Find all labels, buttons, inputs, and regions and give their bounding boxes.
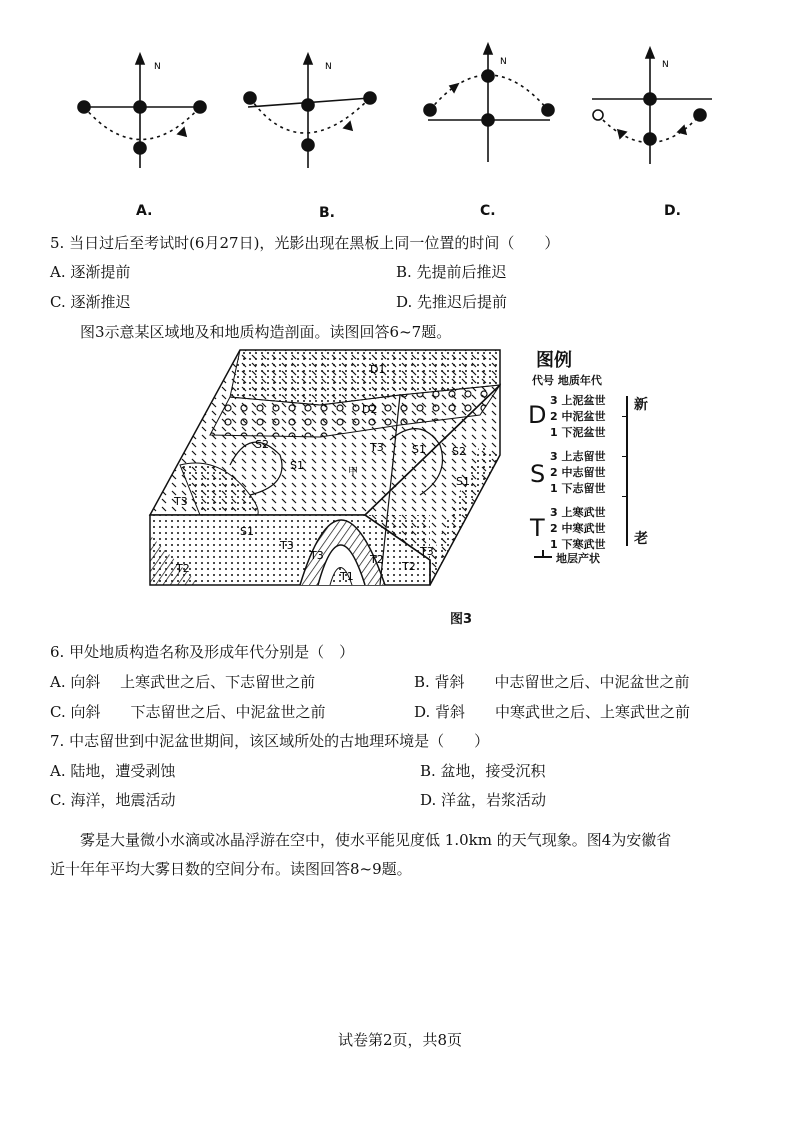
strike-dip-tick <box>542 550 544 558</box>
legend-s3: 3 上志留世 <box>550 450 606 463</box>
legend-d2: 2 中泥盆世 <box>550 410 606 423</box>
legend-boundary: 地层产状 <box>556 552 600 565</box>
label-s2-right: S2 <box>452 445 466 458</box>
north-label-b: N <box>325 62 332 72</box>
legend-t3: 3 上寒武世 <box>550 506 606 519</box>
label-s1-right: S1 <box>412 443 426 456</box>
north-label-a: N <box>154 62 161 72</box>
q6-option-d[interactable]: D. 背斜 中寒武世之后、上寒武世之前 <box>414 703 691 721</box>
q5-option-d[interactable]: D. 先推迟后提前 <box>396 293 508 311</box>
fog-paragraph-line1: 雾是大量微小水滴或冰晶浮游在空中，使水平能见度低 1.0km 的天气现象。图4为安徽省 <box>80 831 672 849</box>
legend-old: 老 <box>634 531 648 547</box>
label-t2-left: T2 <box>176 562 190 575</box>
q7-option-d[interactable]: D. 洋盆，岩浆活动 <box>420 791 547 809</box>
label-s2-left: S2 <box>255 438 269 451</box>
fig3-caption: 图3 <box>450 612 473 627</box>
label-d1: D1 <box>370 363 386 376</box>
label-s1-far: S1 <box>456 475 470 488</box>
q6-stem: 6. 甲处地质构造名称及形成年代分别是（ ） <box>50 643 355 661</box>
q5-stem: 5. 当日过后至考试时(6月27日)，光影出现在黑板上同一位置的时间（ ） <box>50 234 560 252</box>
legend-code-s: S <box>530 460 546 488</box>
legend-d3: 3 上泥盆世 <box>550 394 606 407</box>
fig3-legend <box>528 346 668 576</box>
label-s1-mid: S1 <box>290 459 304 472</box>
legend-code-d: D <box>528 401 547 429</box>
fog-paragraph-line2: 近十年年平均大雾日数的空间分布。读图回答8~9题。 <box>50 860 412 878</box>
diagram-a-label[interactable]: A. <box>136 203 153 219</box>
q5-option-c[interactable]: C. 逐渐推迟 <box>50 293 131 311</box>
q7-stem: 7. 中志留世到中泥盆世期间，该区域所处的古地理环境是（ ） <box>50 732 490 750</box>
diagram-b-label[interactable]: B. <box>319 205 335 221</box>
diagram-b <box>244 54 376 168</box>
q7-option-c[interactable]: C. 海洋，地震活动 <box>50 791 176 809</box>
label-t3-arch: T3 <box>310 549 324 562</box>
label-t2-arch: T2 <box>370 553 384 566</box>
q7-option-a[interactable]: A. 陆地，遭受剥蚀 <box>50 762 176 780</box>
q5-option-a[interactable]: A. 逐渐提前 <box>50 263 131 281</box>
legend-new: 新 <box>634 397 648 413</box>
legend-header: 代号 地质年代 <box>532 374 602 387</box>
label-s1-front: S1 <box>240 525 254 538</box>
label-t1: T1 <box>340 570 354 583</box>
geologic-block-diagram <box>140 345 520 595</box>
legend-s1: 1 下志留世 <box>550 482 606 495</box>
diagram-c <box>424 44 554 162</box>
diagram-c-label[interactable]: C. <box>480 203 496 219</box>
label-t3-right: T3 <box>420 545 434 558</box>
north-label-c: N <box>500 57 507 67</box>
legend-t1: 1 下寒武世 <box>550 538 606 551</box>
label-t3-left: T3 <box>174 495 188 508</box>
legend-code-t: T <box>530 514 545 542</box>
label-t3-top: T3 <box>370 441 384 454</box>
q6-option-b[interactable]: B. 背斜 中志留世之后、中泥盆世之前 <box>414 673 690 691</box>
fig3-intro: 图3示意某区域地及和地质构造剖面。读图回答6~7题。 <box>80 323 452 341</box>
north-label-d: N <box>662 60 669 70</box>
label-jia: 甲 <box>348 467 358 478</box>
legend-d1: 1 下泥盆世 <box>550 426 606 439</box>
legend-title: 图例 <box>536 350 572 371</box>
label-t2-right: T2 <box>402 560 416 573</box>
legend-s2: 2 中志留世 <box>550 466 606 479</box>
diagram-d <box>592 48 712 164</box>
sun-path-diagrams <box>0 40 800 180</box>
label-d2: D2 <box>362 403 378 416</box>
page-footer: 试卷第2页，共8页 <box>337 1031 463 1049</box>
q5-option-b[interactable]: B. 先提前后推迟 <box>396 263 507 281</box>
legend-t2: 2 中寒武世 <box>550 522 606 535</box>
diagram-d-label[interactable]: D. <box>664 203 681 219</box>
q6-option-a[interactable]: A. 向斜 上寒武世之后、下志留世之前 <box>50 673 316 691</box>
diagram-a <box>78 54 206 168</box>
label-t3-front: T3 <box>280 539 294 552</box>
q6-option-c[interactable]: C. 向斜 下志留世之后、中泥盆世之前 <box>50 703 326 721</box>
q7-option-b[interactable]: B. 盆地，接受沉积 <box>420 762 546 780</box>
age-axis <box>626 396 628 546</box>
